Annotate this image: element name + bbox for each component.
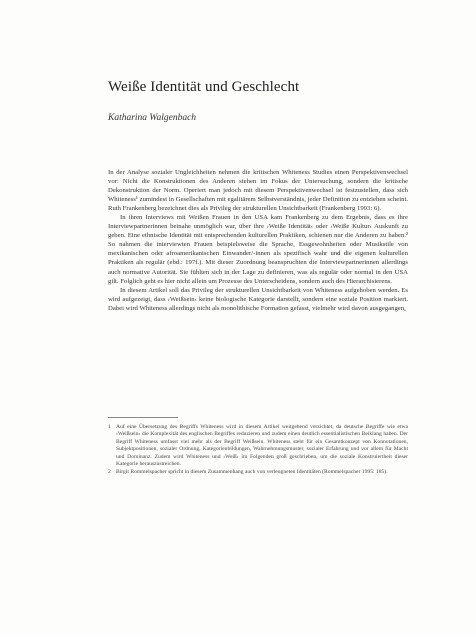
footnote xyxy=(108,424,408,469)
paragraph: In der Analyse sozialer Ungleichheiten nehmen die kritischen Whiteness Studies einen Perspektivenwechsel vor: Nicht die Konstruktionen des Anderen stehen im Fokus der Untersuchung, sondern die kritische Dekonstruktion der Norm. Operiert man jedoch mit diesem Perspektivenwechsel ist festzustellen, dass sich Whiteness¹ zumindest in Gesellschaften mit egalitärem Selbstverständnis, jeder Definition zu entziehen scheint. Ruth Frankenberg bezeichnet dies als Privileg der strukturellen Unsichtbarkeit (Frankenberg 1993: 6). xyxy=(108,169,408,213)
footnotes xyxy=(108,424,408,476)
body-text xyxy=(108,168,408,313)
footnote-number: 1 xyxy=(108,424,111,430)
footnote-number: 2 xyxy=(108,468,111,475)
footnote-text: Auf eine Übersetzung des Begriffs Whiteness wird in diesem Artikel weitgehend verzichtet, da deutsche Begriffe wie etwa ›Weißsein‹ die Komplexität des englischen Begriffes reduzieren und zudem einen deutlich essentialistischen Beiklang haben. Der Begriff Whiteness umfasst viel mehr als der Begriff Weißsein. Whiteness steht für ein Gesamtkonzept von Konnotationen, Subjektpositionen, sozialer Ordnung, Kategorienbildungen, Wahrnehmungsmuster, sozialer Erfahrung und vor allem für Macht und Dominanz. Zudem wird Whiteness und ›Weiß‹ im Folgenden groß geschrieben, um die soziale Konstruiertheit dieser Kategorie herauszustreichen. xyxy=(116,424,408,468)
article-title: Weiße Identität und Geschlecht xyxy=(108,79,300,95)
paragraph: In ihren Interviews mit Weißen Frauen in den USA kam Frankenberg zu dem Ergebnis, dass es ihre Interviewpartnerinnen beinahe unmöglich war, über ihre ›Weiße Identität‹ oder ›Weiße Kultur‹ Auskunft zu geben. Eine ethnische Identität mit entsprechenden kulturellen Praktiken, schienen nur die Anderen zu haben.² So nahmen die interviewten Frauen beispielsweise die Sprache, Essgewohnheiten oder Musikstile von mexikanischen oder afroamerikanischen Einwander/-innen als spezifisch wahr und die eigenen kulturellen Praktiken als regulär (ebd.: 197f.). Mit dieser Zuordnung beanspruchten die Interviewpartnerinnen allerdings auch normative Autorität. Sie fühlten sich in der Lage zu definieren, was als regulär oder normal in den USA gilt. Folglich geht es hier nicht allein um Prozesse des Unterscheidens, sondern auch des Hierarchisierens. xyxy=(108,214,408,285)
footnote xyxy=(108,469,408,476)
paragraph: In diesem Artikel soll das Privileg der strukturellen Unsichtbarkeit von Whiteness aufgehoben werden. Es wird aufgezeigt, dass ›Weißsein‹ keine biologische Kategorie darstellt, sondern eine soziale Position markiert. Dabei wird Whiteness allerdings nicht als monolithische Formation gefasst, vielmehr wird davon ausgegangen, xyxy=(108,286,408,312)
article-author: Katharina Walgenbach xyxy=(108,113,197,123)
footnote-text: Birgit Rommelspacher spricht in diesem Zusammenhang auch von verleugneten Identitäten (Rommelspacher 1995: 185). xyxy=(116,468,388,475)
footnote-separator xyxy=(108,417,178,418)
